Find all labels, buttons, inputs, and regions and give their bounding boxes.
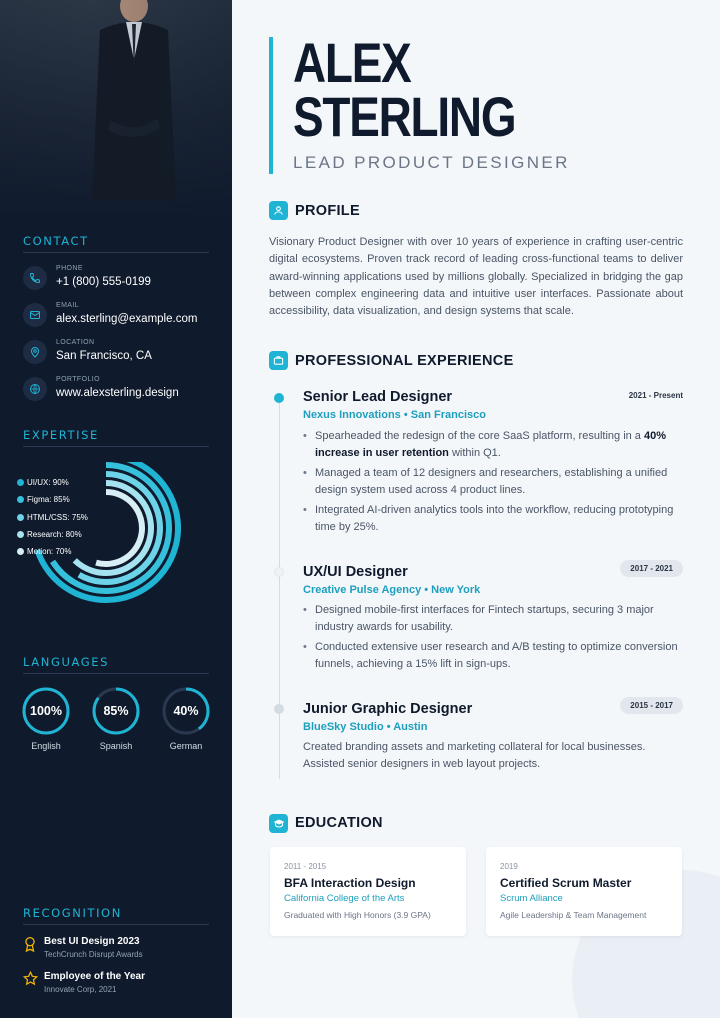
timeline-dot-active: [274, 393, 284, 403]
job-company: Nexus Innovations • San Francisco: [303, 409, 486, 421]
job-bullets: [303, 428, 683, 539]
job-date: 2021 - Present: [628, 391, 683, 400]
location-value: San Francisco, CA: [56, 350, 152, 362]
contact-location: [23, 339, 213, 369]
last-name: STERLING: [293, 85, 516, 148]
timeline-dot: [274, 704, 284, 714]
candidate-name: [293, 31, 516, 148]
phone-value[interactable]: +1 (800) 555-0199: [56, 276, 151, 288]
language-name: English: [31, 741, 61, 751]
contact-label: EMAIL: [56, 302, 80, 309]
job-title: Junior Graphic Designer: [303, 701, 473, 717]
language-percent: 40%: [173, 704, 199, 718]
education-degree: Certified Scrum Master: [500, 876, 632, 890]
mail-icon: [23, 303, 47, 327]
legend-item: [17, 495, 70, 504]
sidebar: [0, 0, 232, 1018]
education-school: California College of the Arts: [284, 893, 405, 904]
phone-icon: [23, 266, 47, 290]
job-title: Senior Lead Designer: [303, 389, 453, 405]
legend-item: [17, 478, 69, 487]
job-bullet: • Integrated AI-driven analytics tools into the workflow, reducing prototyping time by 25%.: [303, 502, 683, 535]
award-subtitle: Innovate Corp, 2021: [44, 985, 117, 994]
job-date-badge: 2017 - 2021: [620, 560, 683, 577]
timeline-dot: [274, 567, 284, 577]
recognition-divider: [23, 924, 209, 925]
job-bullet: • Spearheaded the redesign of the core SaaS platform, resulting in a 40% increase in user retention within Q1.: [303, 428, 683, 461]
profile-heading: PROFILE: [295, 203, 360, 219]
first-name: ALEX: [293, 31, 411, 94]
legend-dot: [17, 531, 24, 538]
briefcase-icon: [269, 351, 288, 370]
language-percent: 85%: [103, 704, 129, 718]
name-accent-bar: [269, 37, 273, 174]
job-bullet: • Conducted extensive user research and A/B testing to optimize conversion funnels, achieving a 15% lift in sign-ups.: [303, 639, 683, 672]
languages-heading: LANGUAGES: [23, 655, 110, 669]
profile-photo: [0, 0, 232, 220]
expertise-arc: [96, 492, 142, 564]
language-name: German: [169, 741, 203, 751]
award-title: Best UI Design 2023: [44, 936, 140, 947]
legend-dot: [17, 496, 24, 503]
award-ribbon-icon: [23, 936, 37, 952]
education-card: [486, 847, 682, 936]
recognition-heading: RECOGNITION: [23, 906, 122, 920]
contact-portfolio: [23, 376, 213, 406]
education-note: Agile Leadership & Team Management: [500, 910, 647, 920]
location-pin-icon: [23, 340, 47, 364]
education-degree: BFA Interaction Design: [284, 876, 416, 890]
legend-label: HTML/CSS: 75%: [27, 513, 88, 522]
contact-email: [23, 302, 213, 332]
job-company: BlueSky Studio • Austin: [303, 721, 428, 733]
contact-heading: CONTACT: [23, 234, 89, 248]
job-description: Created branding assets and marketing collateral for local businesses. Assisted senior designers in web layout projects.: [303, 741, 646, 770]
job-company: Creative Pulse Agency • New York: [303, 584, 481, 596]
main-content: [232, 0, 720, 1018]
legend-label: UI/UX: 90%: [27, 478, 69, 487]
experience-heading: PROFESSIONAL EXPERIENCE: [295, 353, 514, 369]
job-bullet: • Managed a team of 12 designers and researchers, establishing a unified design system used across 4 product lines.: [303, 465, 683, 498]
education-years: 2019: [500, 862, 518, 871]
job-role-title: LEAD PRODUCT DESIGNER: [293, 153, 570, 172]
job-bullet: • Designed mobile-first interfaces for Fintech startups, securing 3 major industry awards for usability.: [303, 602, 683, 635]
user-icon: [269, 201, 288, 220]
legend-dot: [17, 479, 24, 486]
globe-icon: [23, 377, 47, 401]
expertise-divider: [23, 446, 209, 447]
education-heading: EDUCATION: [295, 815, 383, 831]
legend-item: [17, 547, 71, 556]
contact-label: LOCATION: [56, 339, 95, 346]
language-percent: 100%: [30, 704, 62, 718]
legend-item: [17, 530, 82, 539]
legend-dot: [17, 514, 24, 521]
timeline-line: [279, 397, 280, 779]
job-date-badge: 2015 - 2017: [620, 697, 683, 714]
star-icon: [23, 971, 38, 986]
award-subtitle: TechCrunch Disrupt Awards: [44, 950, 143, 959]
graduation-cap-icon: [269, 814, 288, 833]
contact-phone: [23, 265, 213, 295]
expertise-heading: EXPERTISE: [23, 428, 99, 442]
profile-summary: Visionary Product Designer with over 10 years of experience in crafting user-centric digital ecosystems. Proven track record of leading cross-functional teams to deliver award-winning applications used by millions globally. Specialized in bridging the gap between complex engineering data and intuitive user interfaces. Passionate about accessibility, data visualization, and design systems that scale.: [269, 236, 683, 318]
job-bullets: [303, 602, 683, 676]
legend-dot: [17, 548, 24, 555]
award-title: Employee of the Year: [44, 971, 145, 982]
education-card: [270, 847, 466, 936]
contact-divider: [23, 252, 209, 253]
contact-label: PHONE: [56, 265, 83, 272]
email-value[interactable]: alex.sterling@example.com: [56, 313, 198, 325]
legend-item: [17, 513, 88, 522]
contact-label: PORTFOLIO: [56, 376, 100, 383]
education-note: Graduated with High Honors (3.9 GPA): [284, 910, 431, 920]
portfolio-link[interactable]: www.alexsterling.design: [56, 387, 179, 399]
legend-label: Motion: 70%: [27, 547, 72, 556]
legend-label: Research: 80%: [27, 530, 82, 539]
legend-label: Figma: 85%: [27, 495, 70, 504]
language-name: Spanish: [99, 741, 133, 751]
job-title: UX/UI Designer: [303, 564, 408, 580]
education-years: 2011 - 2015: [284, 862, 327, 871]
education-school: Scrum Alliance: [500, 893, 563, 904]
expertise-arc: [79, 474, 160, 582]
languages-divider: [23, 673, 209, 674]
